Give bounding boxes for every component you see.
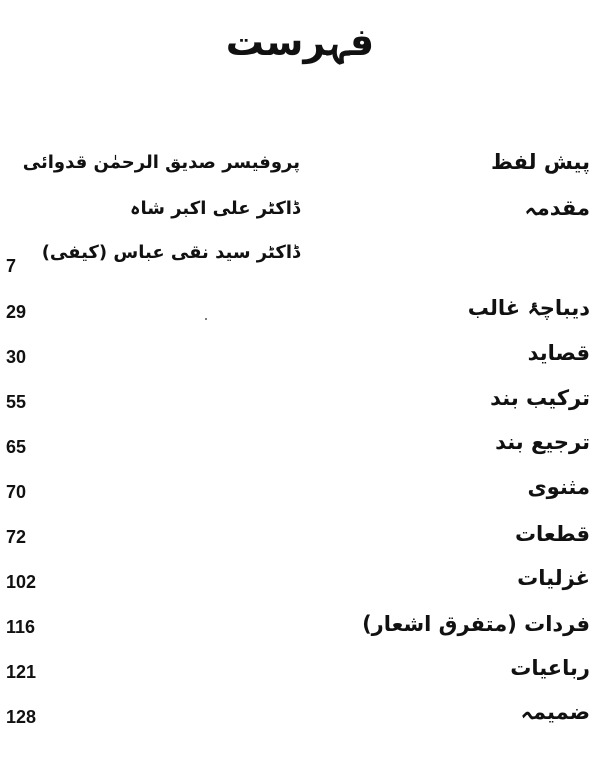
print-speck bbox=[205, 318, 207, 320]
toc-entry-title: ترجیع بند bbox=[495, 430, 590, 454]
toc-entry-title: قطعات bbox=[514, 522, 590, 546]
page-title: فہرست bbox=[225, 20, 375, 64]
toc-page-number: 70 bbox=[6, 482, 27, 502]
toc-page-number: 116 bbox=[6, 617, 36, 637]
toc-entry-title: رباعیات bbox=[510, 656, 590, 680]
toc-entry-title: قصاید bbox=[527, 341, 590, 365]
toc-page-number: 72 bbox=[6, 527, 27, 547]
toc-entry-author-introduction: ڈاکٹر علی اکبر شاہ bbox=[129, 198, 300, 219]
toc-entry-title-introduction: مقدمہ bbox=[524, 196, 590, 220]
toc-entry-title: ترکیب بند bbox=[490, 386, 590, 410]
toc-entry-title-preface: پیش لفظ bbox=[491, 150, 590, 174]
toc-entry-title: مثنوی bbox=[527, 475, 590, 499]
toc-page-number: 121 bbox=[6, 662, 37, 682]
toc-entry-author-preface: پروفیسر صدیق الرحمٰن قدوائی bbox=[22, 152, 300, 173]
toc-page-number: 128 bbox=[6, 707, 37, 727]
toc-entry-title: ضمیمہ bbox=[520, 700, 590, 724]
toc-page-number: 65 bbox=[6, 437, 27, 457]
toc-page-number: 102 bbox=[6, 572, 37, 592]
toc-entry-author-introduction-2: ڈاکٹر سید نقی عباس (کیفی) bbox=[41, 242, 300, 263]
toc-page-number: 7 bbox=[6, 256, 17, 276]
toc-entry-title: غزلیات bbox=[517, 566, 590, 590]
toc-entry-title: فردات (متفرق اشعار) bbox=[362, 612, 590, 636]
toc-page-number: 55 bbox=[6, 392, 27, 412]
toc-entry-title: دیباچۂ غالب bbox=[467, 296, 590, 320]
toc-page-number: 29 bbox=[6, 302, 27, 322]
toc-page-number: 30 bbox=[6, 347, 27, 367]
